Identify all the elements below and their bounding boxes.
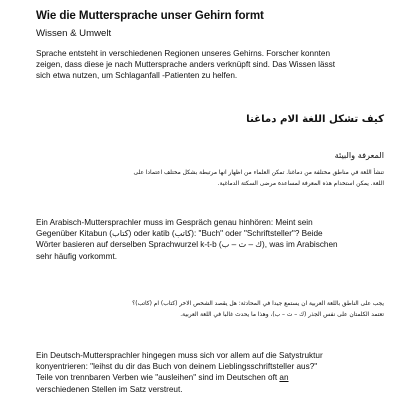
paragraph-line: verschiedenen Stellen im Satz verstreut.	[36, 384, 183, 394]
arabic-heading: كيف تشكل اللغة الام دماغنا	[246, 114, 384, 125]
paragraph-line: sehr häufig vorkommt.	[36, 251, 117, 261]
article-category: Wissen & Umwelt	[36, 28, 112, 39]
article-title: Wie die Muttersprache unser Gehirn formt	[36, 9, 264, 22]
arabic-subheading: المعرفة والبيئة	[334, 150, 384, 160]
paragraph-arabic-speaker	[36, 217, 384, 262]
arabic-line: يجب على الناطق باللغة العربية ان يستمع جيدا في المحادثة: هل يقصد الشخص الاخر (كتاب) ام (كاتب)؟	[132, 301, 384, 307]
paragraph-line: Ein Deutsch-Muttersprachler hingegen muss sich vor allem auf die Satystruktur	[36, 351, 323, 360]
arabic-example-paragraph	[36, 299, 384, 320]
paragraph-line	[36, 372, 384, 383]
intro-line: sich etwa nutzen, um Schlaganfall -Patienten zu helfen.	[36, 71, 238, 81]
intro-line: zeigen, dass diese je nach Muttersprache anders verknüpft sind. Das Wissen lässt	[36, 60, 335, 70]
arabic-line: تنشأ اللغة في مناطق مختلفة من دماغنا. تمكن العلماء من اظهار انها مرتبطة بشكل مختلف اعتمادا على	[133, 170, 384, 176]
intro-paragraph	[36, 48, 384, 82]
paragraph-line: Gegenüber Kitabun (كتاب) oder katib (كاتب): "Buch" oder "Schriftsteller"? Beide	[36, 229, 323, 239]
arabic-line: اللغة. يمكن استخدام هذه المعرفة لمساعدة مرضى السكتة الدماغية.	[217, 180, 384, 187]
paragraph-line: konyentrieren: "leihst du dir das Buch von deinem Lieblingsschriftsteller aus?"	[36, 362, 318, 372]
underlined-word: an	[279, 373, 289, 383]
paragraph-text: Teile von trennbaren Verben wie "ausleihen" sind im Deutschen oft	[36, 373, 280, 383]
paragraph-line: Wörter basieren auf derselben Sprachwurzel k-t-b (ك – ت – ب), was im Arabischen	[36, 240, 338, 250]
paragraph-german-speaker	[36, 350, 384, 395]
intro-line: Sprache entsteht in verschiedenen Regionen unseres Gehirns. Forscher konnten	[36, 49, 331, 58]
paragraph-line: Ein Arabisch-Muttersprachler muss im Gespräch genau hinhören: Meint sein	[36, 218, 313, 227]
arabic-line: تعتمد الكلمتان على نفس الجذر (ك – ت – ب)، وهذا ما يحدث غالبا في اللغة العربية.	[180, 311, 384, 318]
arabic-intro-paragraph	[36, 168, 384, 189]
